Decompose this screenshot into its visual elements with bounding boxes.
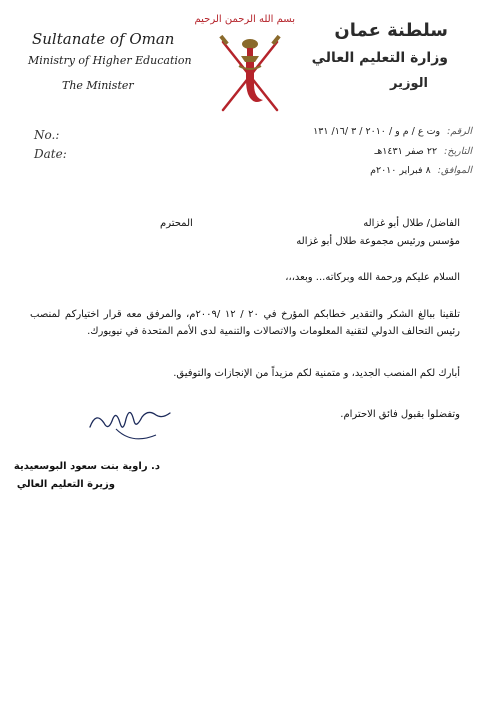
signer-name: د. راوية بنت سعود البوسعيدية [13,461,160,472]
greeting-line: السلام عليكم ورحمة الله وبركاته... وبعد،،، [285,272,460,283]
handwritten-signature [86,405,176,465]
country-name-ar: سلطنة عمان [334,20,448,41]
recipient-title: مؤسس ورئيس مجموعة طلال أبو غزاله [296,236,460,247]
arabic-hijri-value: ٢٢ صفر ١٤٣١هـ [374,146,438,157]
arabic-gregorian-value: ٨ فبراير ٢٠١٠م [370,165,431,176]
office-name-en: The Minister [62,79,134,92]
oman-emblem [194,14,295,124]
recipient-honorific: المحترم [160,218,193,229]
signer-role: وزيرة التعليم العالي [16,479,115,490]
arabic-gregorian-label: الموافق: [437,165,472,176]
reference-date-label: Date: [34,147,67,161]
ministry-name-ar: وزارة التعليم العالي [311,50,448,66]
office-name-ar: الوزير [390,76,428,91]
congratulations-line: أبارك لكم المنصب الجديد، و متمنية لكم مزيداً من الإنجازات والتوفيق. [173,368,460,379]
recipient-name: الفاضل/ طلال أبو غزاله [363,218,460,229]
country-name-en: Sultanate of Oman [32,30,175,48]
reference-number-label: No.: [34,128,60,142]
basmala-text: بسم الله الرحمن الرحيم [194,14,295,25]
arabic-reference-value: وت ع / م و / ٢٠١٠ / ٣ /١٦/ ١٣١ [313,126,441,137]
arabic-reference-number [313,126,472,137]
arabic-hijri-date [375,146,473,157]
recipient-line [160,218,460,229]
main-paragraph: تلقينا ببالغ الشكر والتقدير خطابكم المؤرخ في ٢٠ / ١٢ /٢٠٠٩م، والمرفق معه قرار اختياركم لمنصب رئيس التحالف الدولي لتقنية المعلومات والاتصالات والتنمية لدى الأمم المتحدة في نيويورك. [30,309,460,337]
arabic-date-label: التاريخ: [444,146,472,157]
arabic-reference-label: الرقم: [447,126,472,137]
ministry-name-en: Ministry of Higher Education [28,54,192,67]
closing-line: وتفضلوا بقبول فائق الاحترام. [340,409,460,420]
khanjar-swords-icon [217,32,283,116]
arabic-gregorian-date [370,165,472,176]
